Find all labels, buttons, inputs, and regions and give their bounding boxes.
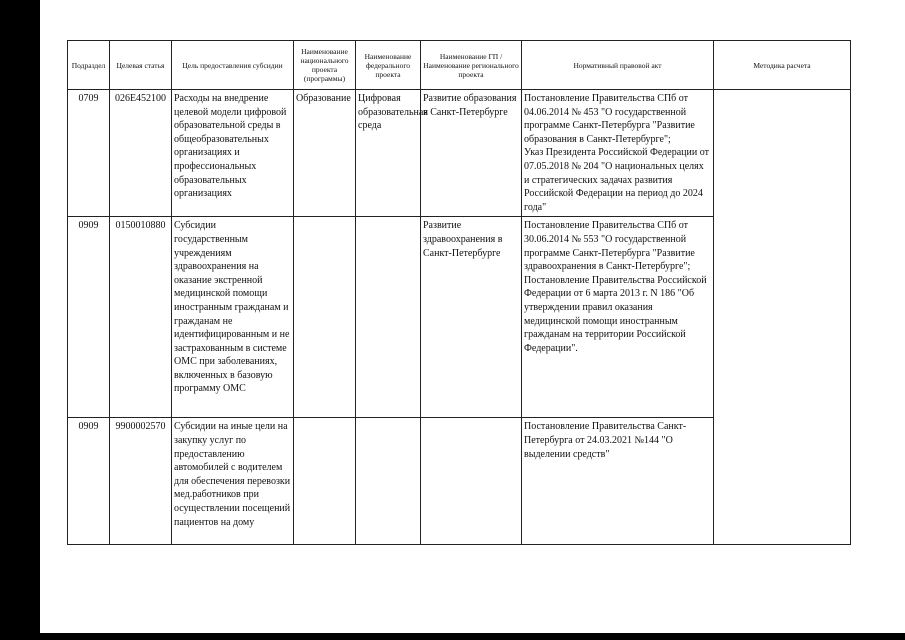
header-metodika: Методика расчета	[714, 41, 851, 90]
cell-fed-proekt	[356, 418, 421, 545]
cell-nats-proekt	[294, 418, 356, 545]
header-podrazdel: Подраздел	[68, 41, 110, 90]
header-fed-proekt: Наименование федерального проекта	[356, 41, 421, 90]
table-row	[68, 90, 851, 217]
cell-tselevaya-statya: 9900002570	[110, 418, 172, 545]
cell-podrazdel: 0709	[68, 90, 110, 217]
header-tsel: Цель предоставления субсидии	[172, 41, 294, 90]
cell-gp: Развитие образования в Санкт-Петербурге	[421, 90, 522, 217]
cell-tselevaya-statya: 026Е452100	[110, 90, 172, 217]
cell-nats-proekt	[294, 217, 356, 418]
header-gp: Наименование ГП / Наименование регионального проекта	[421, 41, 522, 90]
cell-tselevaya-statya: 0150010880	[110, 217, 172, 418]
cell-podrazdel: 0909	[68, 418, 110, 545]
cell-npa: Постановление Правительства Санкт-Петербурга от 24.03.2021 №144 "О выделении средств"	[522, 418, 714, 545]
scan-bottom-border	[0, 633, 905, 640]
subsidy-table	[67, 40, 851, 545]
table-header-row	[68, 41, 851, 90]
cell-tsel: Субсидии на иные цели на закупку услуг по предоставлению автомобилей с водителем для обеспечения перевозки мед.работников при осуществлении посещений пациентов на дому	[172, 418, 294, 545]
cell-npa: Постановление Правительства СПб от 30.06.2014 № 553 "О государственной программе Санкт-Петербурга "Развитие здравоохранения в Санкт-Петербурге"; Постановление Правительства Российской Федерации от 6 марта 2013 г. N 186 "Об утверждении правил оказания медицинской помощи иностранным гражданам на территории Российской Федерации".	[522, 217, 714, 418]
cell-gp	[421, 418, 522, 545]
cell-fed-proekt: Цифровая образовательная среда	[356, 90, 421, 217]
cell-nats-proekt: Образование	[294, 90, 356, 217]
cell-tsel: Субсидии государственным учреждениям здравоохранения на оказание экстренной медицинской помощи иностранным гражданам и гражданам не идентифицированным и не застрахованным в системе ОМС при заболеваниях, включенных в базовую программу ОМС	[172, 217, 294, 418]
cell-fed-proekt	[356, 217, 421, 418]
cell-podrazdel: 0909	[68, 217, 110, 418]
cell-metodika	[714, 90, 851, 545]
cell-npa: Постановление Правительства СПб от 04.06.2014 № 453 "О государственной программе Санкт-Петербурга "Развитие образования в Санкт-Петербурге"; Указ Президента Российской Федерации от 07.05.2018 № 204 "О национальных целях и стратегических задачах развития Российской Федерации на период до 2024 года"	[522, 90, 714, 217]
cell-tsel: Расходы на внедрение целевой модели цифровой образовательной среды в общеобразовательных организациях и профессиональных образовательных организациях	[172, 90, 294, 217]
header-npa: Нормативный правовой акт	[522, 41, 714, 90]
header-nats-proekt: Наименование национального проекта (программы)	[294, 41, 356, 90]
header-tselevaya-statya: Целевая статья	[110, 41, 172, 90]
cell-gp: Развитие здравоохранения в Санкт-Петербурге	[421, 217, 522, 418]
scan-left-border	[0, 0, 40, 640]
